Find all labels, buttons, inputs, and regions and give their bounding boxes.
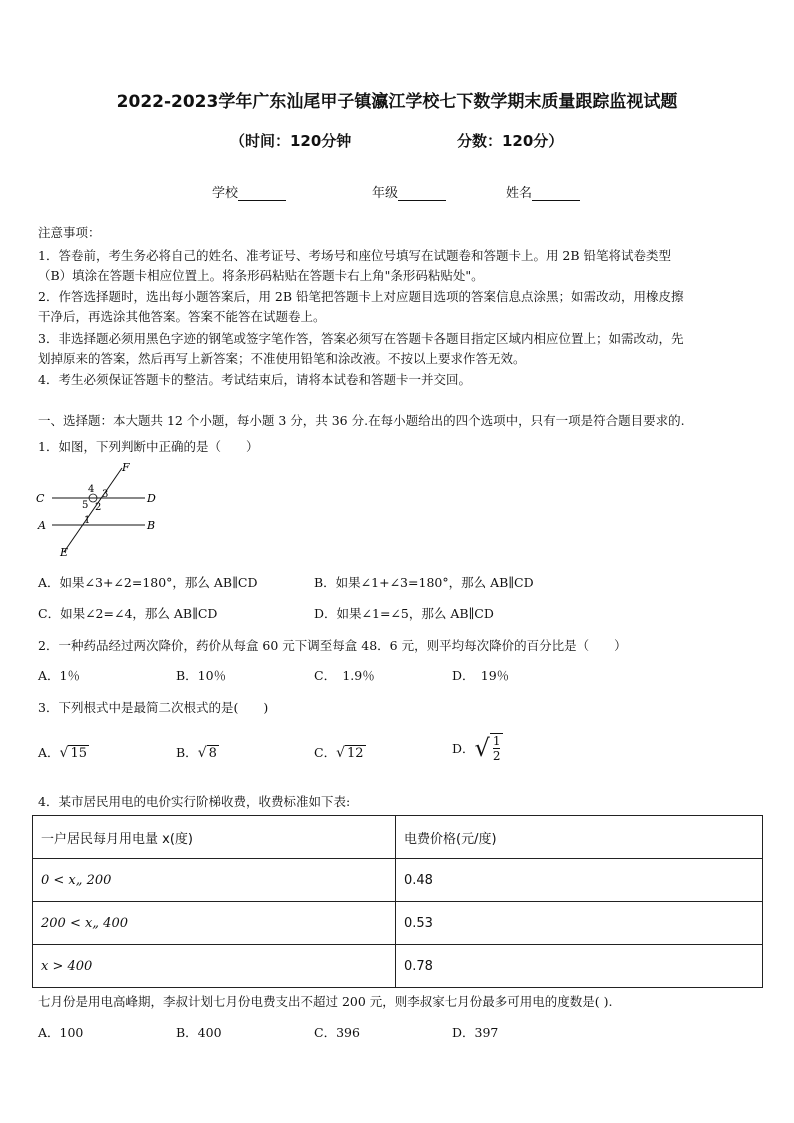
table-row — [33, 945, 763, 988]
option-label: A． — [38, 745, 60, 760]
price-table — [32, 815, 763, 988]
q2-option-d: D． 19％ — [452, 668, 510, 683]
angle-4: 4 — [88, 484, 95, 495]
q4-option-d: D．397 — [452, 1025, 499, 1040]
angle-1: 1 — [84, 515, 91, 526]
denominator: 2 — [492, 749, 501, 763]
notice-line: 4．考生必须保证答题卡的整洁。考试结束后，请将本试卷和答题卡一并交回。 — [38, 372, 471, 387]
table-header: 一户居民每月用电量 x(度) — [33, 816, 396, 859]
table-cell: x > 400 — [33, 945, 396, 988]
sqrt-icon: √ — [336, 745, 345, 761]
sqrt-icon: √ — [59, 745, 69, 761]
exam-title: 2022-2023学年广东汕尾甲子镇瀛江学校七下数学期末质量跟踪监视试题 — [116, 92, 678, 112]
table-row — [33, 859, 763, 902]
option-label: C． — [314, 745, 337, 760]
question-3-stem: 3．下列根式中是最简二次根式的是( ) — [38, 700, 269, 715]
exam-score: 分数：120分） — [457, 132, 564, 150]
table-cell: 0.48 — [396, 859, 763, 902]
angle-5: 5 — [82, 500, 89, 511]
label-b: B — [147, 519, 156, 532]
label-f: F — [122, 461, 130, 474]
q1-option-b: B．如果∠1+∠3=180°，那么 AB∥CD — [314, 575, 534, 590]
table-header-row — [33, 816, 763, 859]
q1-figure — [30, 460, 165, 560]
section-heading: 一、选择题：本大题共 12 个小题，每小题 3 分，共 36 分.在每小题给出的四个选项中，只有一项是符合题目要求的. — [38, 413, 685, 428]
exam-time: （时间：120分钟 — [230, 132, 352, 150]
notice-line: 划掉原来的答案，然后再写上新答案；不准使用铅笔和涂改液。不按以上要求作答无效。 — [38, 351, 526, 366]
table-cell: 0 < x„ 200 — [33, 859, 396, 902]
grade-field — [372, 182, 446, 201]
table-cell: 200 < x„ 400 — [33, 902, 396, 945]
q3-option-b — [176, 743, 219, 761]
notice-line: 2．作答选择题时，选出每小题答案后，用 2B 铅笔把答题卡上对应题目选项的答案信息点涂黑；如需改动，用橡皮擦 — [38, 289, 684, 304]
notice-line: 3．非选择题必须用黑色字迹的钢笔或签字笔作答，答案必须写在答题卡各题目指定区域内相应位置上；如需改动，先 — [38, 331, 684, 346]
table-row — [33, 902, 763, 945]
grade-label: 年级 — [372, 186, 399, 201]
name-field — [506, 182, 580, 201]
table-header: 电费价格(元/度) — [396, 816, 763, 859]
radicand: 15 — [70, 746, 87, 761]
q4-option-a: A．100 — [38, 1025, 84, 1040]
q1-option-d: D．如果∠1=∠5，那么 AB∥CD — [314, 606, 494, 621]
q1-option-c: C．如果∠2=∠4，那么 AB∥CD — [38, 606, 218, 621]
q4-option-b: B．400 — [176, 1025, 222, 1040]
label-c: C — [36, 492, 45, 505]
q4-option-c: C．396 — [314, 1025, 360, 1040]
q3-option-c — [314, 743, 366, 761]
name-label: 姓名 — [506, 186, 533, 201]
notice-line: 干净后，再选涂其他答案。答案不能答在试题卷上。 — [38, 309, 326, 324]
angle-3: 3 — [102, 489, 109, 500]
sqrt-icon: √ — [474, 734, 490, 762]
question-4-stem: 4．某市居民用电的电价实行阶梯收费，收费标准如下表: — [38, 794, 351, 809]
fraction — [490, 733, 504, 763]
radicand: 12 — [347, 746, 364, 761]
numerator: 1 — [492, 734, 501, 748]
table-cell: 0.53 — [396, 902, 763, 945]
q3-option-a — [38, 743, 89, 761]
q1-option-a: A．如果∠3+∠2=180°，那么 AB∥CD — [38, 575, 258, 590]
notice-line: （B）填涂在答题卡相应位置上。将条形码粘贴在答题卡右上角"条形码粘贴处"。 — [38, 268, 484, 283]
angle-2: 2 — [95, 502, 102, 513]
notice-heading: 注意事项： — [38, 225, 101, 240]
option-label: B． — [176, 745, 198, 760]
radicand: 8 — [208, 746, 217, 761]
label-d: D — [147, 492, 156, 505]
line-ef — [64, 468, 122, 552]
q2-option-c: C． 1.9％ — [314, 668, 375, 683]
table-cell: 0.78 — [396, 945, 763, 988]
notice-line: 1．答卷前，考生务必将自己的姓名、准考证号、考场号和座位号填写在试题卷和答题卡上。用 2B 铅笔将试卷类型 — [38, 248, 672, 263]
option-label: D． — [452, 741, 475, 756]
q3-option-d — [452, 733, 503, 763]
school-field — [212, 182, 286, 201]
q2-option-b: B．10％ — [176, 668, 227, 683]
sqrt-icon: √ — [197, 745, 207, 761]
question-2-stem: 2．一种药品经过两次降价，药价从每盒 60 元下调至每盒 48．6 元，则平均每次降价的百分比是（ ） — [38, 638, 627, 653]
q2-option-a: A．1％ — [38, 668, 80, 683]
label-a: A — [38, 519, 46, 532]
school-label: 学校 — [212, 186, 239, 201]
label-e: E — [60, 546, 69, 559]
question-1-stem: 1．如图，下列判断中正确的是（ ） — [38, 439, 259, 454]
question-4-followup: 七月份是用电高峰期，李叔计划七月份电费支出不超过 200 元，则李叔家七月份最多可用电的度数是( ). — [38, 994, 613, 1009]
